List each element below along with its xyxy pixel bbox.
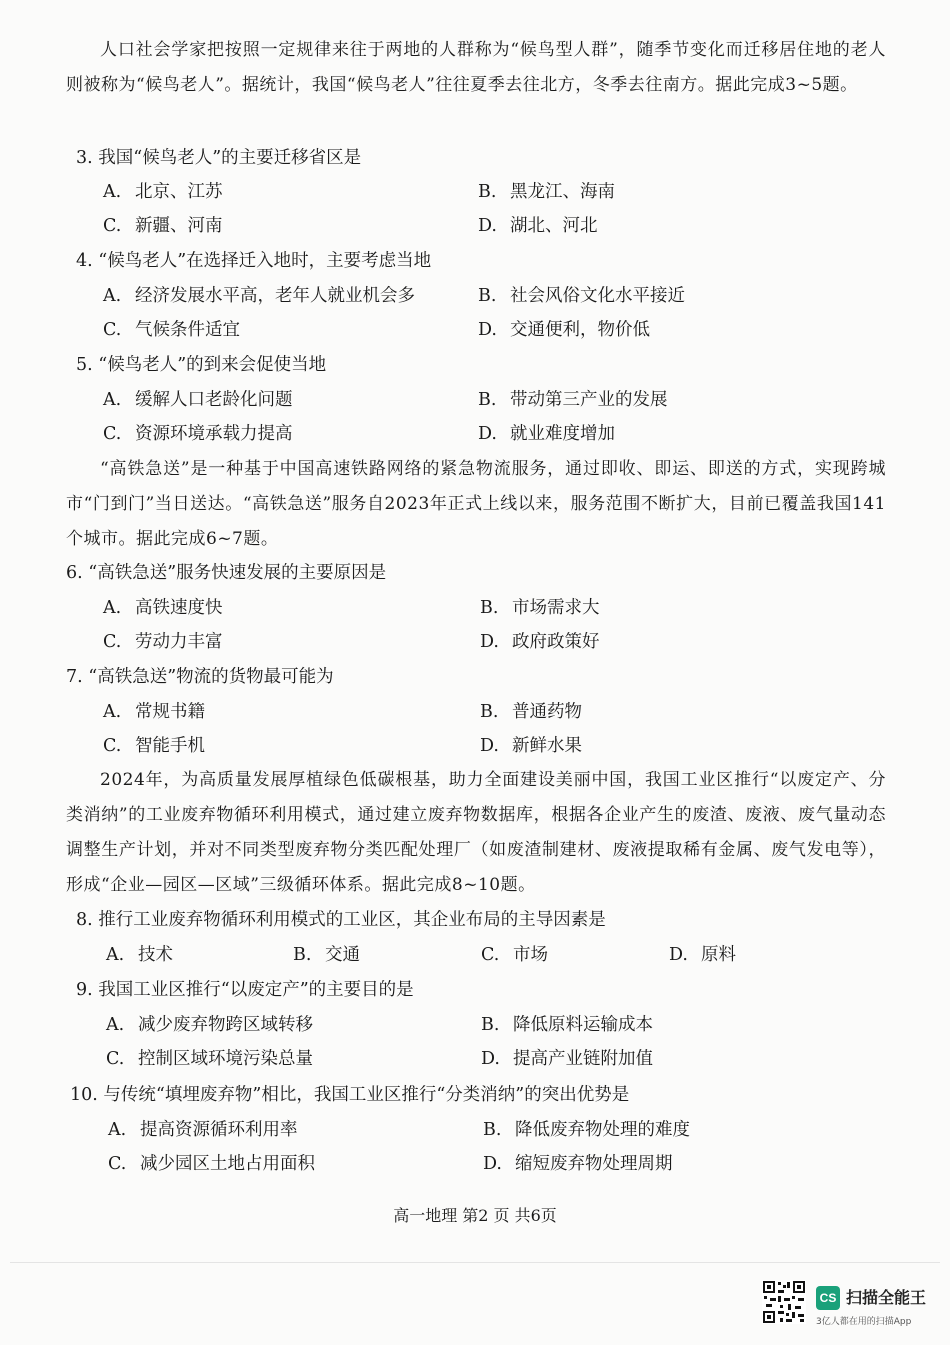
q10-option-c: C. 减少园区土地占用面积 (108, 1154, 315, 1174)
question-stem: “候鸟老人”在选择迁入地时，主要考虑当地 (98, 251, 432, 271)
question-4 (76, 249, 431, 273)
question-6 (66, 561, 386, 585)
q9-option-a: A. 减少废弃物跨区域转移 (106, 1015, 313, 1035)
question-8 (76, 908, 606, 932)
q10-option-d: D. 缩短废弃物处理周期 (483, 1154, 673, 1174)
q4-option-a: A. 经济发展水平高，老年人就业机会多 (103, 286, 415, 306)
q4-option-c: C. 气候条件适宜 (103, 320, 240, 340)
divider (10, 1262, 940, 1263)
question-stem: “高铁急送”物流的货物最可能为 (88, 667, 334, 687)
question-stem: “候鸟老人”的到来会促使当地 (98, 355, 327, 375)
q5-option-d: D. 就业难度增加 (478, 424, 615, 444)
q5-option-b: B. 带动第三产业的发展 (478, 390, 668, 410)
question-3 (76, 146, 361, 170)
question-number: 10. (70, 1085, 98, 1105)
q10-option-b: B. 降低废弃物处理的难度 (483, 1120, 690, 1140)
q6-option-c: C. 劳动力丰富 (103, 632, 223, 652)
q6-option-d: D. 政府政策好 (480, 632, 600, 652)
qr-code-icon (762, 1280, 806, 1324)
q3-option-d: D. 湖北、河北 (478, 216, 598, 236)
q8-option-c: C. 市场 (481, 945, 548, 965)
question-number: 5. (76, 355, 93, 375)
q7-option-d: D. 新鲜水果 (480, 736, 582, 756)
page-footer: 高一地理 第2 页 共6页 (393, 1206, 557, 1225)
question-stem: 我国“候鸟老人”的主要迁移省区是 (98, 148, 362, 168)
question-stem: 与传统“填埋废弃物”相比，我国工业区推行“分类消纳”的突出优势是 (103, 1085, 630, 1105)
q9-option-d: D. 提高产业链附加值 (481, 1049, 653, 1069)
question-number: 3. (76, 148, 93, 168)
q5-option-c: C. 资源环境承载力提高 (103, 424, 293, 444)
question-number: 7. (66, 667, 83, 687)
q7-option-b: B. 普通药物 (480, 702, 582, 722)
q7-option-c: C. 智能手机 (103, 736, 205, 756)
question-stem: 推行工业废弃物循环利用模式的工业区，其企业布局的主导因素是 (98, 910, 606, 930)
question-stem: 我国工业区推行“以废定产”的主要目的是 (98, 980, 414, 1000)
q5-option-a: A. 缓解人口老龄化问题 (103, 390, 293, 410)
question-7 (66, 665, 334, 689)
scanner-watermark (760, 1278, 940, 1333)
q4-option-b: B. 社会风俗文化水平接近 (478, 286, 685, 306)
question-number: 4. (76, 251, 93, 271)
q10-option-a: A. 提高资源循环利用率 (108, 1120, 298, 1140)
question-10 (70, 1083, 629, 1107)
passage-8-10: 2024年，为高质量发展厚植绿色低碳根基，助力全面建设美丽中国，我国工业区推行“以废定产、分类消纳”的工业废弃物循环利用模式，通过建立废弃物数据库，根据各企业产生的废渣、废液、废气量动态调整生产计划，并对不同类型废弃物分类匹配处理厂（如废渣制建材、废液提取稀有金属、废气发电等），形成“企业—园区—区域”三级循环体系。据此完成8~10题。 (66, 770, 886, 895)
question-number: 8. (76, 910, 93, 930)
passage-3-5: 人口社会学家把按照一定规律来往于两地的人群称为“候鸟型人群”，随季节变化而迁移居住地的老人则被称为“候鸟老人”。据统计，我国“候鸟老人”往往夏季去往北方，冬季去往南方。据此完成3~5题。 (66, 40, 886, 95)
q6-option-a: A. 高铁速度快 (103, 598, 223, 618)
q4-option-d: D. 交通便利，物价低 (478, 320, 650, 340)
q8-option-a: A. 技术 (106, 945, 173, 965)
q9-option-b: B. 降低原料运输成本 (481, 1015, 653, 1035)
question-stem: “高铁急送”服务快速发展的主要原因是 (88, 563, 387, 583)
brand-name: 扫描全能王 (846, 1288, 927, 1307)
q8-option-d: D. 原料 (669, 945, 736, 965)
q3-option-b: B. 黑龙江、海南 (478, 182, 615, 202)
question-5 (76, 353, 326, 377)
camscanner-logo-icon: CS (816, 1286, 840, 1310)
q9-option-c: C. 控制区域环境污染总量 (106, 1049, 313, 1069)
q6-option-b: B. 市场需求大 (480, 598, 600, 618)
q3-option-c: C. 新疆、河南 (103, 216, 223, 236)
q8-option-b: B. 交通 (293, 945, 360, 965)
brand-tagline: 3亿人都在用的扫描App (816, 1317, 912, 1327)
q7-option-a: A. 常规书籍 (103, 702, 205, 722)
question-number: 9. (76, 980, 93, 1000)
question-9 (76, 978, 414, 1002)
passage-6-7: “高铁急送”是一种基于中国高速铁路网络的紧急物流服务，通过即收、即运、即送的方式，实现跨城市“门到门”当日送达。“高铁急送”服务自2023年正式上线以来，服务范围不断扩大，目前已覆盖我国141个城市。据此完成6~7题。 (66, 459, 886, 549)
question-number: 6. (66, 563, 83, 583)
q3-option-a: A. 北京、江苏 (103, 182, 223, 202)
